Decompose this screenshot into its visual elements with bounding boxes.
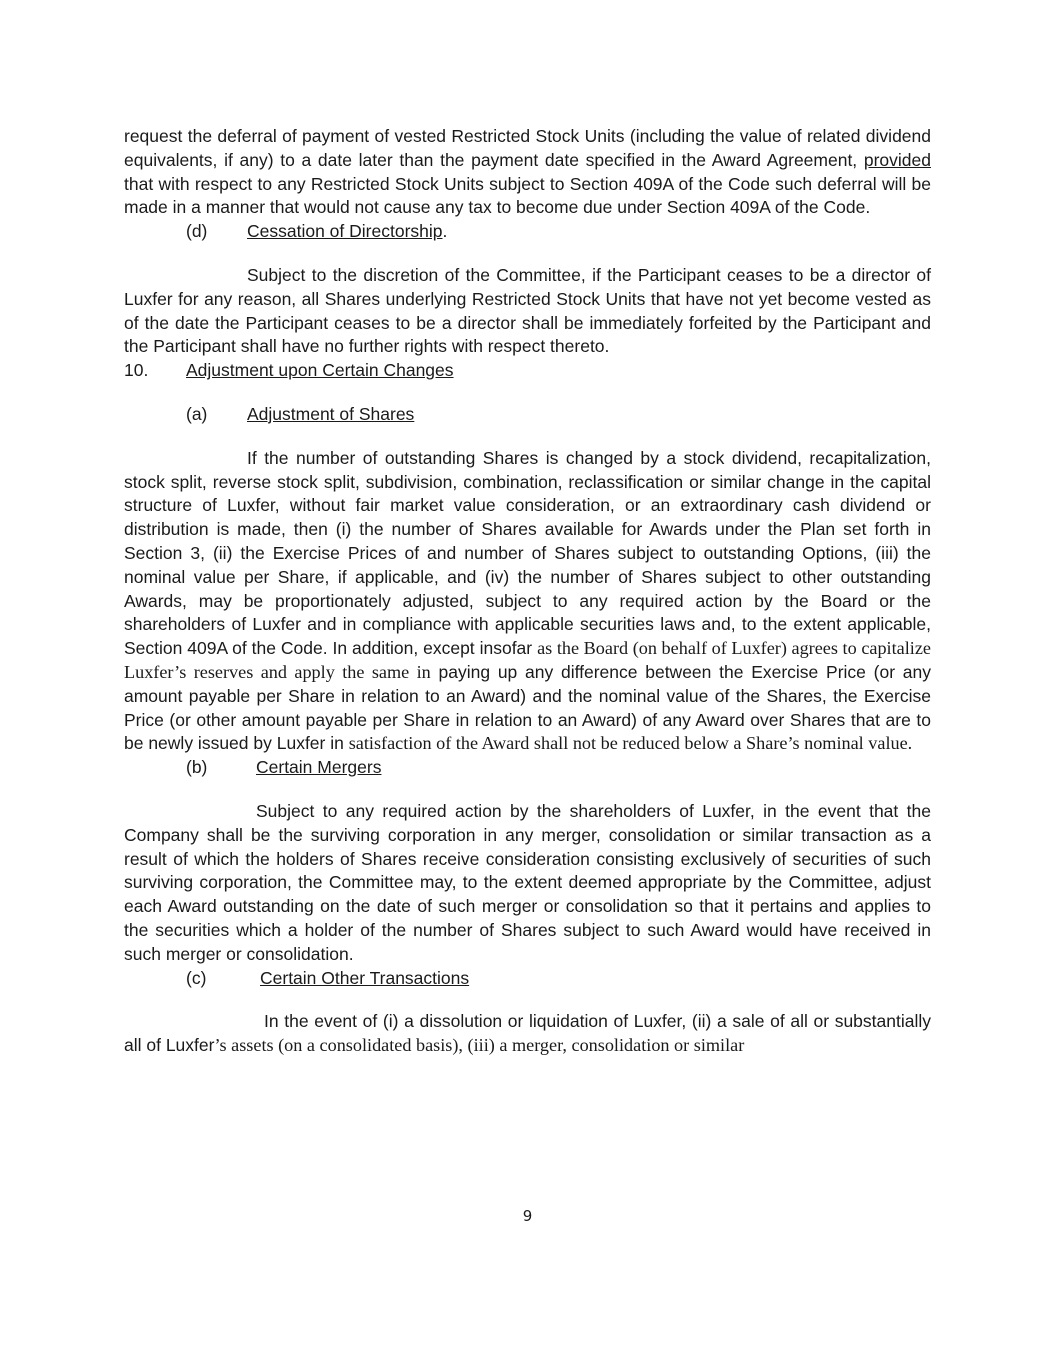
mergers-title: Certain Mergers — [256, 757, 382, 778]
adjustment-heading — [124, 403, 931, 427]
adjustment-title: Adjustment of Shares — [247, 403, 415, 424]
adjustment-text-1: If the number of outstanding Shares is changed by a stock dividend, recapitalization, stock split, reverse stock split, subdivision, combination, reclassification or similar change in the capital structure of Luxfer, without fair market value consideration, or an extraordinary cash dividend or distribution is made, then (i) the number of Shares available for Awards under the Plan set forth in Section 3, (ii) the Exercise Prices of and number of Shares subject to outstanding Options, (iii) the nominal value per Share, if applicable, and (iv) the number of Shares subject to other outstanding Awards, may be proportionately adjusted, subject to any required action by the Board or the shareholders of Luxfer and in compliance with applicable securities laws and, to the extent applicable, Section 409A of the Code. In addition, except insofar — [124, 447, 931, 659]
adjustment-paragraph — [124, 447, 931, 756]
section-10-number: 10. — [124, 360, 149, 381]
cessation-paragraph: Subject to the discretion of the Committee, if the Participant ceases to be a director of Luxfer for any reason, all Shares underlying Restricted Stock Units that have not yet become vested as of the date the Participant ceases to be a director shall be immediately forfeited by the Participant and the Participant shall have no further rights with respect thereto. — [124, 264, 931, 357]
document-page — [124, 125, 931, 1058]
other-transactions-paragraph — [124, 1010, 931, 1058]
mergers-heading — [124, 756, 931, 780]
adjustment-text-2: as the Board (on behalf of Luxfer) agrees to capitalize Luxfer’s reserves and apply the same in — [124, 638, 931, 682]
adjustment-label: (a) — [186, 403, 208, 424]
cessation-heading — [124, 220, 931, 244]
other-transactions-title: Certain Other Transactions — [260, 967, 470, 988]
section-10-heading — [124, 359, 931, 383]
other-transactions-text-2: ’s assets (on a consolidated basis), (iii) a merger, consolidation or similar — [214, 1035, 745, 1056]
page-number: 9 — [522, 1207, 533, 1225]
mergers-label: (b) — [186, 757, 208, 778]
other-transactions-heading — [124, 967, 931, 991]
provided-term: provided — [863, 149, 931, 170]
mergers-paragraph: Subject to any required action by the shareholders of Luxfer, in the event that the Company shall be the surviving corporation in any merger, consolidation or similar transaction as a result of which the holders of Shares receive consideration consisting exclusively of securities of such surviving corporation, the Committee may, to the extent deemed appropriate by the Committee, adjust each Award outstanding on the date of such merger or consolidation so that it pertains and applies to the securities which a holder of the number of Shares subject to such Award would have received in such merger or consolidation. — [124, 800, 931, 964]
other-transactions-text-1: In the event of (i) a dissolution or liquidation of Luxfer, (ii) a sale of all or substantially all of Luxfer — [124, 1011, 931, 1056]
other-transactions-label: (c) — [186, 967, 207, 988]
intro-text-1: request the deferral of payment of vested Restricted Stock Units (including the value of related dividend equivalents, if any) to a date later than the payment date specified in the Award Agreement, — [124, 126, 931, 170]
cessation-label: (d) — [186, 221, 208, 242]
adjustment-text-4: satisfaction of the Award shall not be reduced below a Share’s nominal value. — [348, 733, 913, 754]
adjustment-text-3: paying up any difference between the Exercise Price (or any amount payable per Share in relation to an Award) and the nominal value of the Shares, the Exercise Price (or other amount payable per Share in relation to an Award) of any Award over Shares that are to be newly issued by Luxfer in — [124, 661, 931, 754]
cessation-title-period: . — [442, 221, 448, 242]
intro-text-2: that with respect to any Restricted Stock Units subject to Section 409A of the Code such deferral will be made in a manner that would not cause any tax to become due under Section 409A of the Code. — [124, 173, 931, 218]
intro-paragraph — [124, 125, 931, 220]
cessation-title: Cessation of Directorship — [247, 221, 443, 242]
section-10-title: Adjustment upon Certain Changes — [186, 360, 454, 381]
